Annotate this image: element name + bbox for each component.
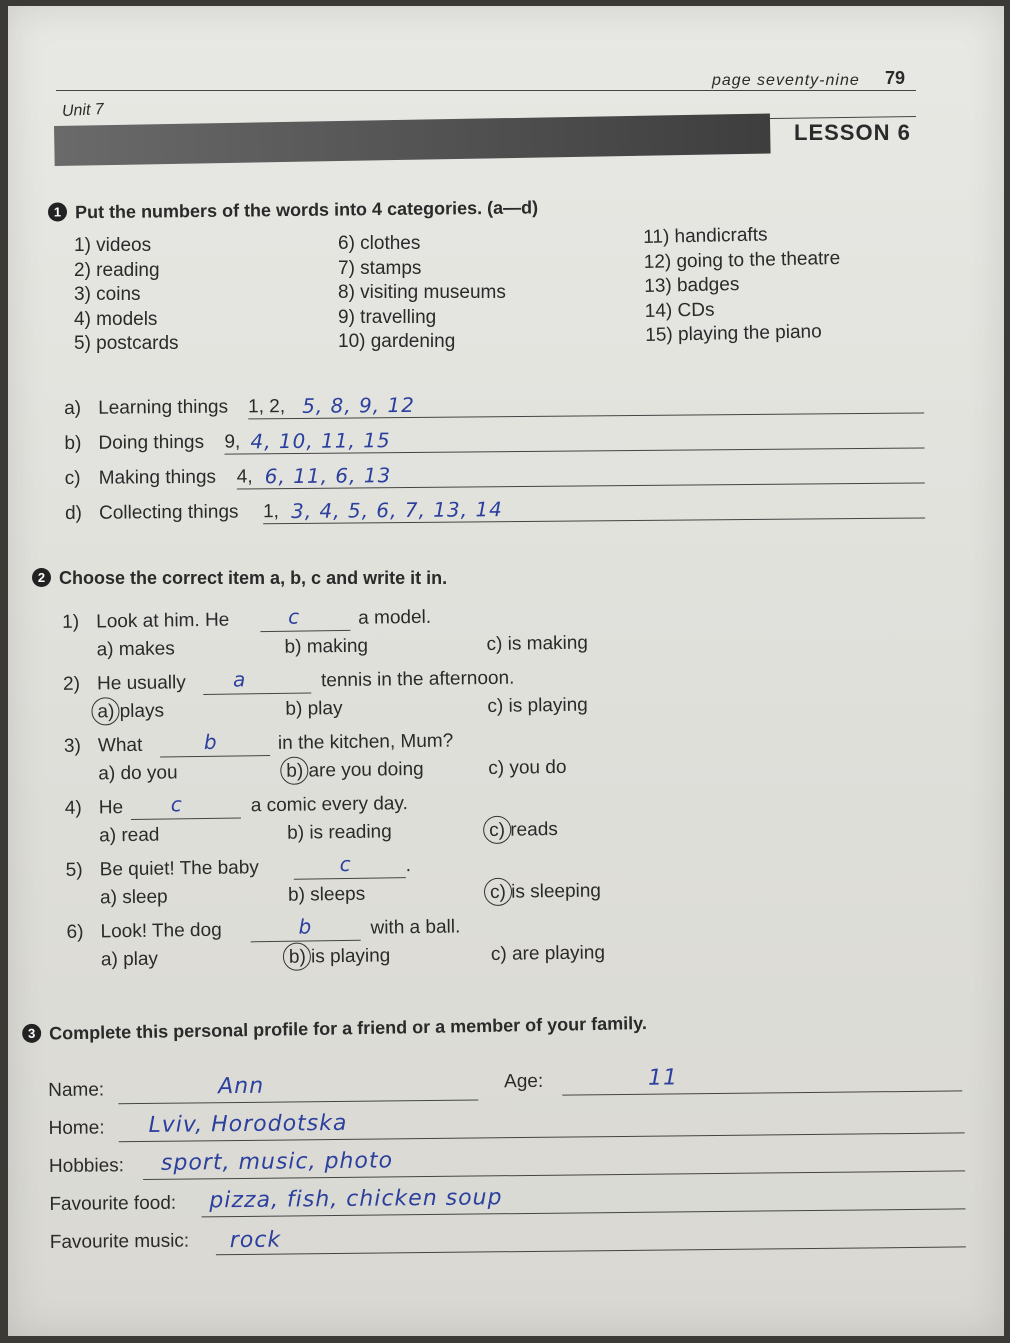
option-c[interactable]: c) is making <box>486 632 589 655</box>
answer-blank <box>131 817 241 820</box>
option-b[interactable]: b) making <box>284 635 369 658</box>
option-a[interactable]: a) play <box>100 948 159 971</box>
word-item: 15) playing the piano <box>645 321 822 346</box>
item-sentence-start: He usually <box>96 672 186 695</box>
category-label: Collecting things <box>98 501 239 524</box>
item-sentence-start: Look at him. He <box>96 609 230 633</box>
item-sentence-start: Be quiet! The baby <box>99 857 259 881</box>
answer-blank <box>260 630 350 632</box>
ex1-instruction-text: Put the numbers of the words into 4 categories. (a—d) <box>74 197 539 223</box>
category-label: Learning things <box>98 396 229 419</box>
favourite-music-field[interactable]: rock <box>229 1227 282 1254</box>
ex2-item <box>57 660 658 730</box>
favourite-music-line <box>216 1246 966 1255</box>
word-item: 9) travelling <box>338 306 437 328</box>
category-label: Doing things <box>98 431 205 454</box>
category-letter: b) <box>64 432 82 454</box>
word-item: 7) stamps <box>338 257 422 279</box>
option-b[interactable]: b) are you doing <box>286 758 424 782</box>
word-item: 14) CDs <box>644 299 715 322</box>
ex2-item <box>59 784 660 854</box>
ex2-item <box>58 722 659 792</box>
item-number: 4) <box>64 797 82 819</box>
home-label: Home: <box>48 1117 105 1139</box>
item-sentence-end: in the kitchen, Mum? <box>277 730 454 754</box>
category-row <box>65 489 929 532</box>
favourite-music-label: Favourite music: <box>49 1230 190 1253</box>
item-sentence-start: Look! The dog <box>100 919 222 943</box>
item-handwritten-answer[interactable]: c <box>339 851 352 877</box>
category-label: Making things <box>98 466 217 489</box>
ex1-number: 1 <box>48 202 67 221</box>
item-sentence-end: a model. <box>358 606 432 629</box>
category-letter: d) <box>64 502 83 524</box>
category-printed-answer: 1, <box>262 501 280 523</box>
item-number: 5) <box>65 859 83 881</box>
option-b[interactable]: b) play <box>285 698 343 720</box>
word-item: 8) visiting museums <box>338 282 506 303</box>
age-label: Age: <box>504 1070 544 1093</box>
category-handwritten-answer[interactable]: 4, 10, 11, 15 <box>250 428 391 454</box>
category-handwritten-answer[interactable]: 3, 4, 5, 6, 7, 13, 14 <box>290 497 503 524</box>
option-c[interactable]: c) are playing <box>490 942 606 965</box>
word-item: 12) going to the theatre <box>643 247 841 273</box>
ex3-profile-form <box>48 1062 970 1262</box>
item-handwritten-answer[interactable]: b <box>203 729 218 754</box>
workbook-page <box>8 6 1004 1336</box>
word-item: 5) postcards <box>74 333 179 354</box>
word-item: 2) reading <box>74 259 160 281</box>
ex1-word-column-1 <box>74 234 179 357</box>
item-handwritten-answer[interactable]: b <box>298 914 313 939</box>
option-c[interactable]: c) reads <box>489 819 558 841</box>
item-sentence-end: with a ball. <box>370 916 461 939</box>
ex1-word-column-2 <box>338 232 506 355</box>
answer-blank <box>251 940 361 943</box>
option-c[interactable]: c) you do <box>488 756 567 779</box>
word-item: 11) handicrafts <box>643 224 768 248</box>
item-number: 1) <box>62 611 80 633</box>
name-field[interactable]: Ann <box>218 1073 265 1100</box>
item-handwritten-answer[interactable]: c <box>170 792 183 817</box>
page-number: 79 <box>885 68 906 88</box>
category-handwritten-answer[interactable]: 5, 8, 9, 12 <box>302 392 416 418</box>
ex2-item <box>60 908 661 978</box>
ex2-number: 2 <box>32 568 51 587</box>
favourite-food-label: Favourite food: <box>49 1192 177 1215</box>
ex3-instruction <box>22 1013 647 1045</box>
item-sentence-start: What <box>97 734 143 757</box>
ex2-item <box>56 598 657 668</box>
item-sentence-end: a comic every day. <box>250 793 408 817</box>
age-field[interactable]: 11 <box>647 1065 679 1091</box>
hobbies-field[interactable]: sport, music, photo <box>160 1148 394 1176</box>
option-c[interactable]: c) is sleeping <box>489 880 602 903</box>
answer-blank <box>160 755 270 758</box>
item-handwritten-answer[interactable]: a <box>232 667 247 692</box>
option-a[interactable]: a) makes <box>96 638 175 661</box>
category-printed-answer: 4, <box>236 466 253 488</box>
category-handwritten-answer[interactable]: 6, 11, 6, 13 <box>264 463 392 489</box>
option-a[interactable]: a) read <box>99 824 160 847</box>
ex3-instruction-text: Complete this personal profile for a friend or a member of your family. <box>48 1013 648 1044</box>
category-letter: a) <box>64 397 82 419</box>
category-letter: c) <box>64 467 81 489</box>
hobbies-label: Hobbies: <box>48 1155 125 1177</box>
lesson-banner-bar <box>54 114 771 166</box>
item-number: 2) <box>62 673 81 695</box>
word-item: 3) coins <box>74 284 141 305</box>
option-a[interactable]: a) plays <box>97 700 165 723</box>
ex2-items <box>56 598 661 978</box>
item-handwritten-answer[interactable]: c <box>288 604 301 629</box>
item-number: 3) <box>63 735 82 757</box>
word-item: 1) videos <box>74 235 152 256</box>
page-label: page seventy-nine <box>712 72 860 89</box>
ex3-number: 3 <box>22 1024 41 1043</box>
lesson-title: LESSON 6 <box>794 120 911 145</box>
header-top-rule <box>56 90 916 91</box>
word-item: 10) gardening <box>338 331 456 352</box>
ex1-categories <box>64 384 929 532</box>
category-printed-answer: 9, <box>224 431 241 453</box>
ex2-item <box>59 846 660 916</box>
answer-blank <box>203 692 311 695</box>
option-c[interactable]: c) is playing <box>487 694 588 717</box>
favourite-food-field[interactable]: pizza, fish, chicken soup <box>209 1185 503 1214</box>
option-b[interactable]: b) is playing <box>288 945 391 968</box>
item-sentence-end: tennis in the afternoon. <box>320 667 515 692</box>
ex2-instruction-text: Choose the correct item a, b, c and write it in. <box>59 568 448 588</box>
age-line <box>562 1090 962 1095</box>
option-b[interactable]: b) is reading <box>287 821 392 844</box>
ex2-instruction <box>32 568 447 589</box>
name-line <box>118 1099 478 1104</box>
item-number: 6) <box>66 921 84 943</box>
word-item: 4) models <box>74 308 158 330</box>
category-printed-answer: 1, 2, <box>248 396 286 418</box>
item-sentence-start: He <box>98 797 124 819</box>
item-sentence-end: . <box>405 855 412 877</box>
ex1-word-column-3 <box>643 222 842 349</box>
word-item: 13) badges <box>644 273 740 297</box>
word-item: 6) clothes <box>338 233 421 254</box>
option-a[interactable]: a) sleep <box>99 886 168 909</box>
answer-blank <box>294 877 406 880</box>
option-b[interactable]: b) sleeps <box>287 883 366 906</box>
name-label: Name: <box>48 1079 105 1101</box>
option-a[interactable]: a) do you <box>98 762 178 785</box>
ex1-instruction <box>48 197 538 223</box>
unit-label: Unit 7 <box>61 100 105 121</box>
home-field[interactable]: Lviv, Horodotska <box>148 1110 348 1138</box>
